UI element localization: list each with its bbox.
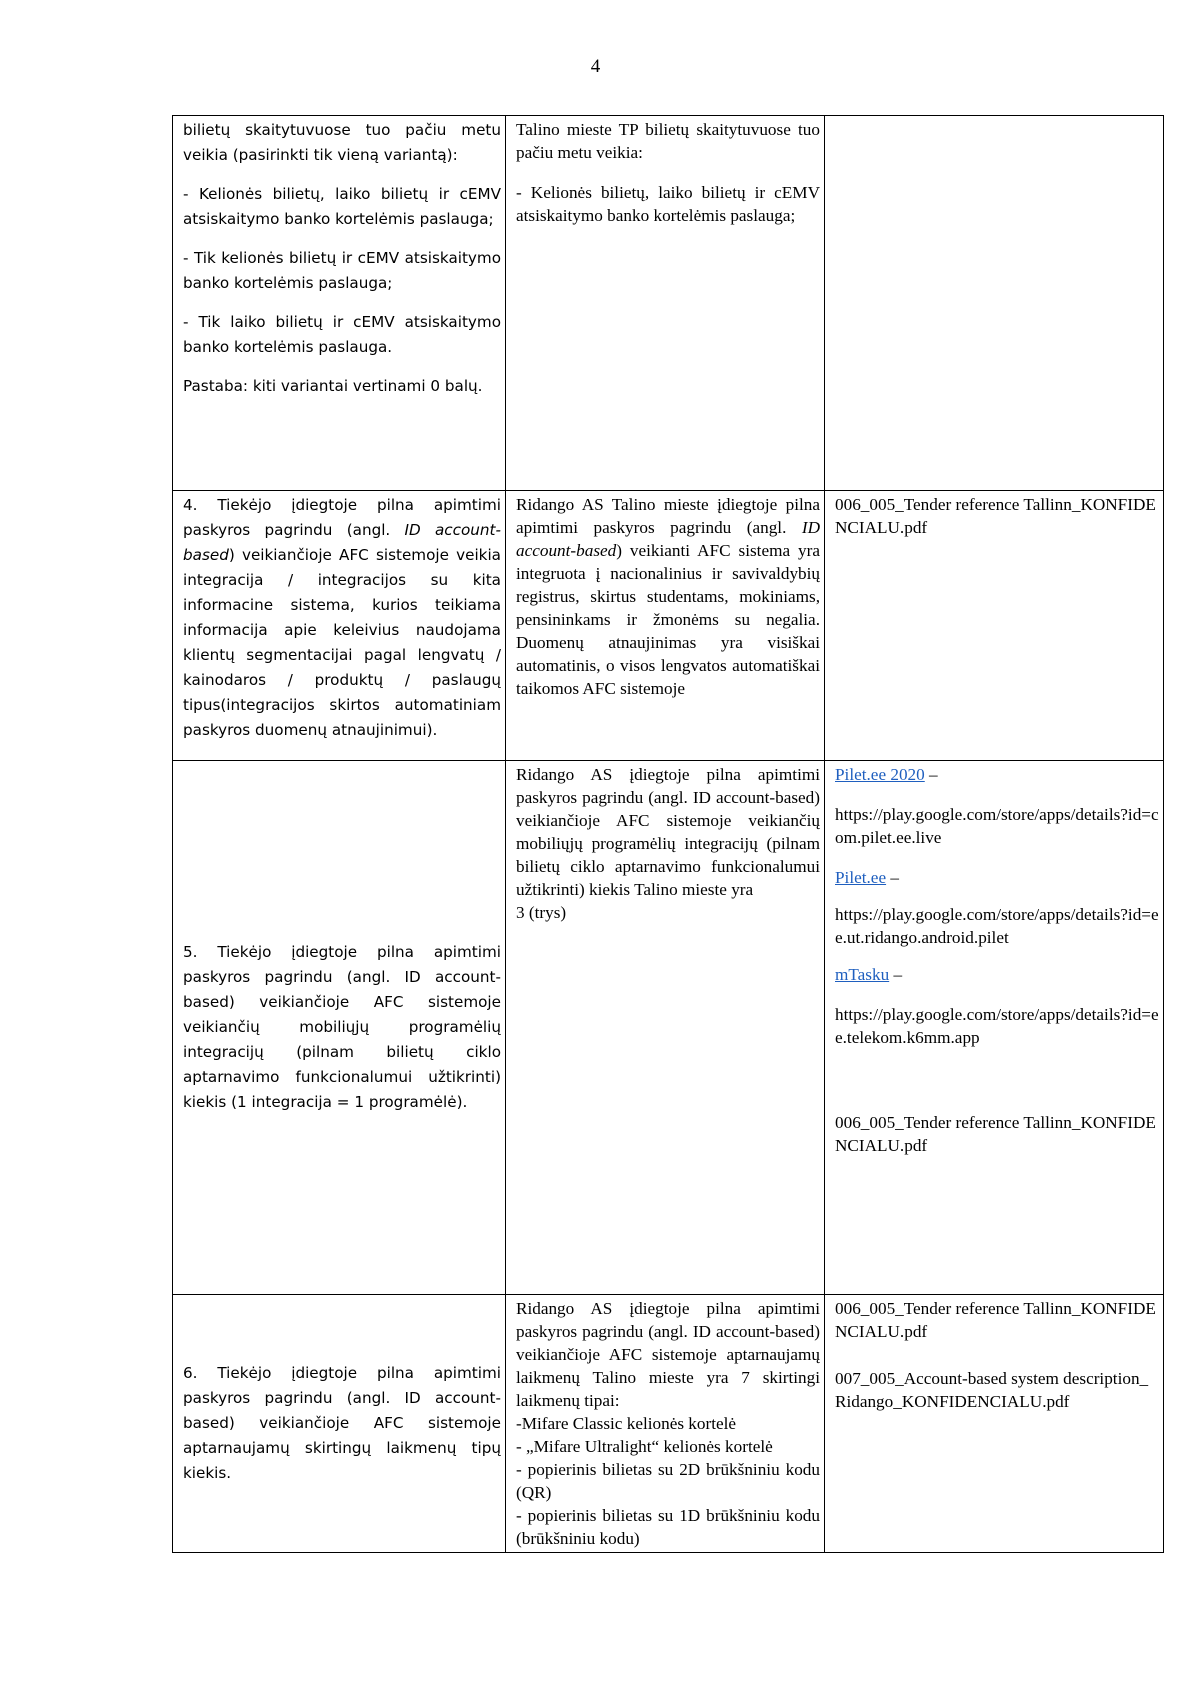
evaluation-table [172,115,1164,1553]
reference-cell [825,1295,1164,1553]
mtasku-link[interactable]: mTasku [835,965,890,984]
table-row [173,761,1164,1295]
answer-count: 3 (trys) [516,903,567,922]
criterion-option: - Kelionės bilietų, laiko bilietų ir cEMV atsiskaitymo banko kortelėmis paslauga; [183,185,501,228]
pilet-link[interactable]: Pilet.ee [835,868,887,887]
app-url-3: https://play.google.com/store/apps/details?id=ee.telekom.k6mm.app [835,1005,1159,1047]
reference-file: 006_005_Tender reference Tallinn_KONFIDENCIALU.pdf [835,495,1156,537]
criterion-text: bilietų skaitytuvuose tuo pačiu metu veikia (pasirinkti tik vieną variantą): [183,121,501,164]
app-link-1: Pilet.ee 2020 – [835,765,938,784]
answer-cell [506,761,825,1295]
criterion-text: 4. Tiekėjo įdiegtoje pilna apimtimi paskyros pagrindu (angl. ID account-based) veikiančioje AFC sistemoje veikia integracija / integracijos su kita informacine sistema, kurios teikiama informacija apie keleivius naudojama klientų segmentacijai pagal lengvatų / kainodaros / produktų / paslaugų tipus(integracijos skirtos automatiniam paskyros duomenų atnaujinimui). [183,496,501,739]
criterion-option: - Tik laiko bilietų ir cEMV atsiskaitymo banko kortelėmis paslauga. [183,313,501,356]
answer-text: Ridango AS įdiegtoje pilna apimtimi paskyros pagrindu (angl. ID account-based) veikiančioje AFC sistemoje aptarnaujamų laikmenų Talino mieste yra 7 skirtingi laikmenų tipai: [516,1299,820,1410]
table-row [173,1295,1164,1553]
table-row [173,491,1164,761]
media-type-item: -Mifare Classic kelionės kortelė [516,1414,737,1433]
reference-file: 006_005_Tender reference Tallinn_KONFIDENCIALU.pdf [835,1299,1156,1341]
media-type-item: - popierinis bilietas su 1D brūkšniniu kodu (brūkšniniu kodu) [516,1506,820,1548]
criterion-text: 5. Tiekėjo įdiegtoje pilna apimtimi paskyros pagrindu (angl. ID account-based) veikiančioje AFC sistemoje veikiančių mobiliųjų programėlių integracijų (pilnam bilietų ciklo aptarnavimo funkcionalumui užtikrinti) kiekis (1 integracija = 1 programėlė). [183,943,501,1111]
reference-file: 006_005_Tender reference Tallinn_KONFIDENCIALU.pdf [835,1113,1156,1155]
answer-cell [506,491,825,761]
answer-cell [506,116,825,491]
criterion-cell [173,491,506,761]
media-type-item: - „Mifare Ultralight“ kelionės kortelė [516,1437,773,1456]
answer-text: Talino mieste TP bilietų skaitytuvuose tuo pačiu metu veikia: [516,120,820,162]
reference-file: 007_005_Account-based system description_Ridango_KONFIDENCIALU.pdf [835,1369,1149,1411]
answer-text: Ridango AS Talino mieste įdiegtoje pilna apimtimi paskyros pagrindu (angl. ID account-based) veikianti AFC sistema yra integruota į nacionalinius ir savivaldybių registrus, skirtus studentams, mokiniams, pensininkams ir žmonėms su negalia. Duomenų atnaujinimas yra visiškai automatinis, o visos lengvatos automatiškai taikomos AFC sistemoje [516,495,820,698]
table-row [173,116,1164,491]
answer-cell [506,1295,825,1553]
app-link-3: mTasku – [835,965,903,984]
pilet-2020-link[interactable]: Pilet.ee 2020 [835,765,925,784]
criterion-note: Pastaba: kiti variantai vertinami 0 balų. [183,377,483,395]
reference-cell [825,491,1164,761]
app-url-1: https://play.google.com/store/apps/details?id=com.pilet.ee.live [835,805,1159,847]
reference-cell [825,116,1164,491]
criterion-option: - Tik kelionės bilietų ir cEMV atsiskaitymo banko kortelėmis paslauga; [183,249,501,292]
media-type-item: - popierinis bilietas su 2D brūkšniniu kodu (QR) [516,1460,820,1502]
page-number: 4 [590,56,601,77]
reference-cell [825,761,1164,1295]
answer-option: - Kelionės bilietų, laiko bilietų ir cEMV atsiskaitymo banko kortelėmis paslauga; [516,183,820,225]
criterion-text: 6. Tiekėjo įdiegtoje pilna apimtimi paskyros pagrindu (angl. ID account-based) veikiančioje AFC sistemoje aptarnaujamų skirtingų laikmenų tipų kiekis. [183,1364,501,1482]
app-link-2: Pilet.ee – [835,868,899,887]
criterion-cell [173,1295,506,1553]
criterion-cell [173,761,506,1295]
criterion-cell [173,116,506,491]
app-url-2: https://play.google.com/store/apps/details?id=ee.ut.ridango.android.pilet [835,905,1159,947]
answer-text: Ridango AS įdiegtoje pilna apimtimi paskyros pagrindu (angl. ID account-based) veikiančioje AFC sistemoje veikiančių mobiliųjų programėlių integracijų (pilnam bilietų ciklo aptarnavimo funkcionalumui užtikrinti) kiekis Talino mieste yra [516,765,820,899]
